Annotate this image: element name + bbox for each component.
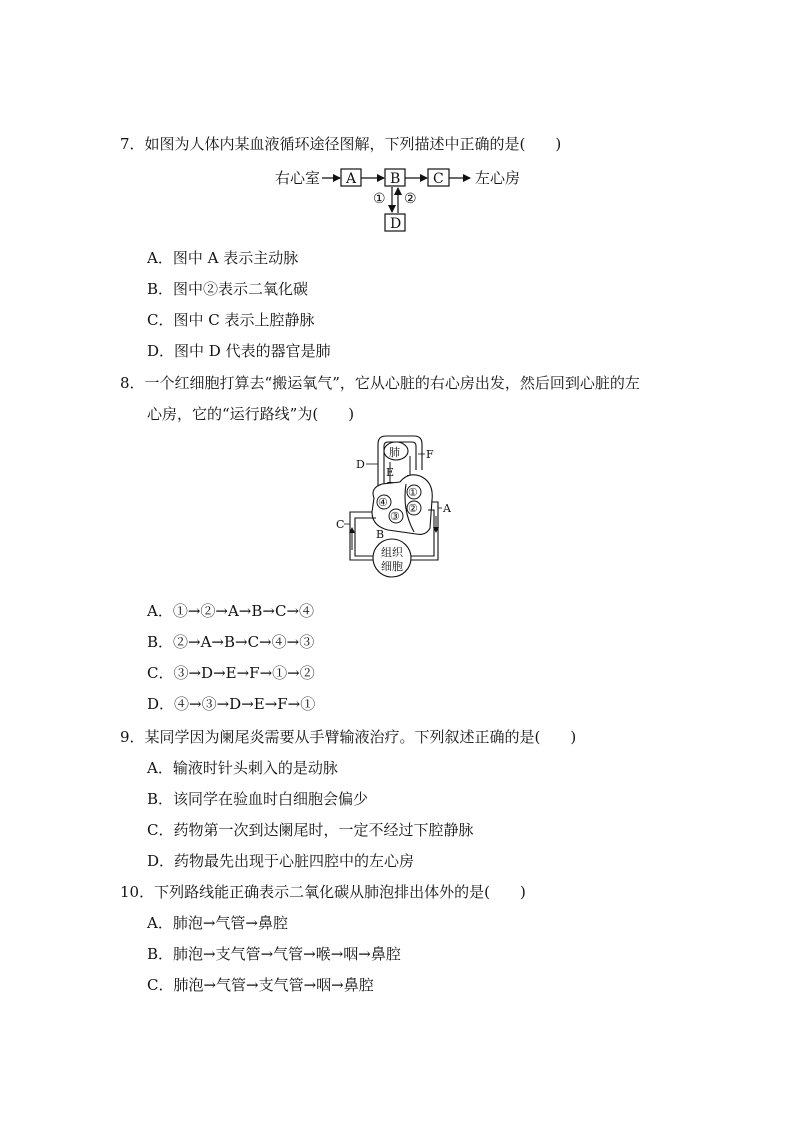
q8-label-tissue-2: 细胞 [381, 560, 403, 573]
q8-label-c4: ④ [378, 496, 388, 509]
q8-label-c3: ③ [390, 510, 400, 523]
q9-option-d: D．药物最先出现于心脏四腔中的左心房 [147, 852, 415, 870]
q8-label-c: C [336, 518, 345, 531]
q7-option-d: D．图中 D 代表的器官是肺 [147, 342, 331, 360]
q8-circulation-figure [330, 432, 470, 587]
q8-label-d: D [356, 458, 365, 471]
q7-option-b: B．图中②表示二氧化碳 [147, 280, 309, 298]
q8-label-a: A [443, 502, 451, 515]
q7-box-c: C [433, 171, 444, 187]
q8-option-c: C．③→D→E→F→①→② [147, 664, 315, 682]
q7-option-a: A．图中 A 表示主动脉 [147, 249, 299, 267]
q10-option-b: B．肺泡→支气管→气管→喉→咽→鼻腔 [147, 945, 401, 963]
q7-box-d: D [390, 216, 402, 232]
q10-option-a: A．肺泡→气管→鼻腔 [147, 914, 288, 932]
q7-mark-2: ② [404, 191, 417, 207]
q7-box-b: B [390, 171, 401, 187]
q9-stem: 9．某同学因为阑尾炎需要从手臂输液治疗。下列叙述正确的是( ) [120, 728, 577, 746]
q8-option-a: A．①→②→A→B→C→④ [147, 602, 315, 620]
q7-stem: 7．如图为人体内某血液循环途径图解，下列描述中正确的是( ) [120, 135, 562, 153]
q9-option-a: A．输液时针头刺入的是动脉 [147, 759, 338, 777]
q7-label-left-atrium: 左心房 [475, 169, 521, 187]
q7-circulation-diagram [270, 160, 530, 235]
q7-box-a: A [346, 171, 357, 187]
q7-mark-1: ① [373, 191, 386, 207]
q10-option-c: C．肺泡→气管→支气管→咽→鼻腔 [147, 976, 374, 994]
q8-label-lung: 肺 [389, 446, 400, 459]
q8-label-c1: ① [408, 486, 418, 499]
q8-option-d: D．④→③→D→E→F→① [147, 695, 316, 713]
q7-label-right-ventricle: 右心室 [275, 169, 321, 187]
q8-stem-line2: 心房，它的“运行路线”为( ) [147, 405, 355, 423]
q8-label-tissue-1: 组织 [381, 546, 403, 559]
q10-stem: 10．下列路线能正确表示二氧化碳从肺泡排出体外的是( ) [120, 883, 526, 901]
q7-option-c: C．图中 C 表示上腔静脉 [147, 311, 315, 329]
q8-stem-line1: 8．一个红细胞打算去“搬运氧气”，它从心脏的右心房出发，然后回到心脏的左 [120, 374, 640, 392]
q9-option-b: B．该同学在验血时白细胞会偏少 [147, 790, 369, 808]
q8-option-b: B．②→A→B→C→④→③ [147, 633, 315, 651]
q8-label-f: F [426, 448, 434, 461]
q8-label-b: B [376, 528, 385, 541]
q8-label-e: E [386, 466, 395, 479]
q9-option-c: C．药物第一次到达阑尾时，一定不经过下腔静脉 [147, 821, 474, 839]
q8-label-c2: ② [408, 502, 418, 515]
